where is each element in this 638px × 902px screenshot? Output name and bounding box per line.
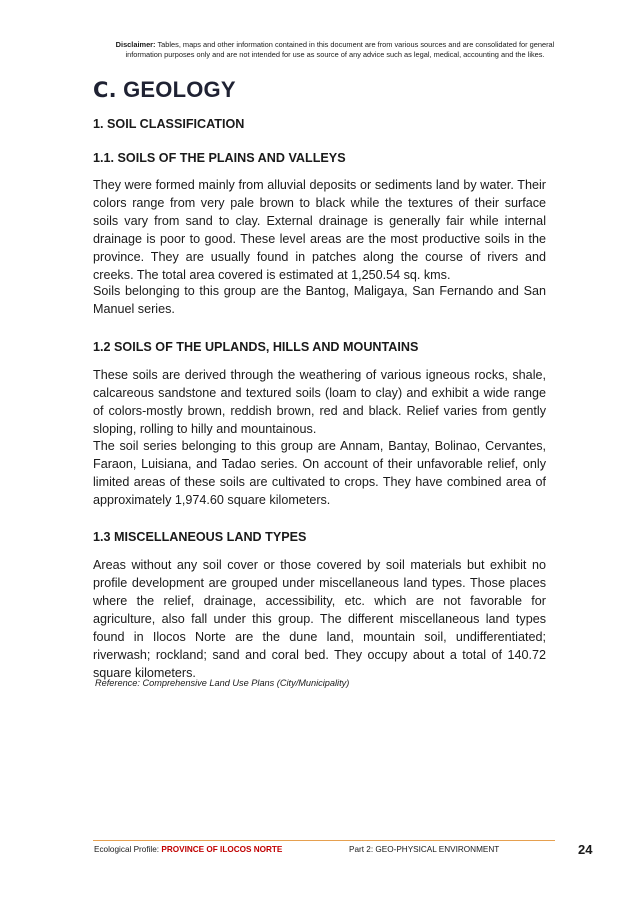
page-number: 24 [578, 842, 593, 857]
heading-uplands: 1.2 SOILS OF THE UPLANDS, HILLS AND MOUNTAINS [93, 340, 419, 354]
paragraph-misc-1: Areas without any soil cover or those covered by soil materials but exhibit no profile development are grouped under miscellaneous land types. Those places where the relief, drainage, accessibility, etc. which are not favorable for agriculture, also fall under this group. The different miscellaneous land types found in Ilocos Norte are the dune land, mountain soil, undifferentiated; riverwash; rockland; sand and coral bed. They occupy about a total of 140.72 square kilometers. [93, 558, 546, 680]
footer-profile [94, 845, 282, 854]
section-title [93, 77, 236, 103]
reference-note: Reference: Comprehensive Land Use Plans (City/Municipality) [95, 678, 350, 688]
paragraph-plains-1: They were formed mainly from alluvial deposits or sediments land by water. Their colors range from very pale brown to black while the textures of their surface soils vary from sand to clay. External drainage is generally fair while internal drainage is poor to good. These level areas are the most productive soils in the province. They are usually found in patches along the course of rivers and creeks. The total area covered is estimated at 1,250.54 sq. kms. [93, 178, 546, 282]
section-letter: C. [93, 78, 117, 102]
heading-plains: 1.1. SOILS OF THE PLAINS AND VALLEYS [93, 151, 346, 165]
paragraph-uplands-2: The soil series belonging to this group are Annam, Bantay, Bolinao, Cervantes, Faraon, Luisiana, and Tadao series. On account of their unfavorable relief, only limited areas of these soils are cultivated to crops. They have combined area of approximately 1,974.60 square kilometers. [93, 439, 546, 507]
disclaimer-text: Tables, maps and other information contained in this document are from various sources and are consolidated for general information purposes only and are not intended for use as source of any advice such as legal, medical, accounting and the likes. [125, 40, 555, 59]
disclaimer-label: Disclaimer: [115, 40, 156, 49]
disclaimer [100, 40, 570, 60]
footer-divider [93, 840, 555, 841]
paragraph-plains-2: Soils belonging to this group are the Bantog, Maligaya, San Fernando and San Manuel series. [93, 284, 546, 316]
paragraph-uplands-1: These soils are derived through the weathering of various igneous rocks, shale, calcareous sandstone and textured soils (loam to clay) and exhibit a wide range of colors-mostly brown, reddish brown, red and black. Relief varies from gently sloping, rolling to hilly and mountainous. [93, 368, 546, 436]
heading-misc: 1.3 MISCELLANEOUS LAND TYPES [93, 530, 307, 544]
heading-soil-classification: 1. SOIL CLASSIFICATION [93, 117, 245, 131]
section-name: GEOLOGY [116, 77, 236, 102]
footer-province: PROVINCE OF ILOCOS NORTE [161, 845, 283, 854]
footer-part: Part 2: GEO-PHYSICAL ENVIRONMENT [349, 845, 500, 854]
footer-profile-prefix: Ecological Profile: [94, 845, 162, 854]
